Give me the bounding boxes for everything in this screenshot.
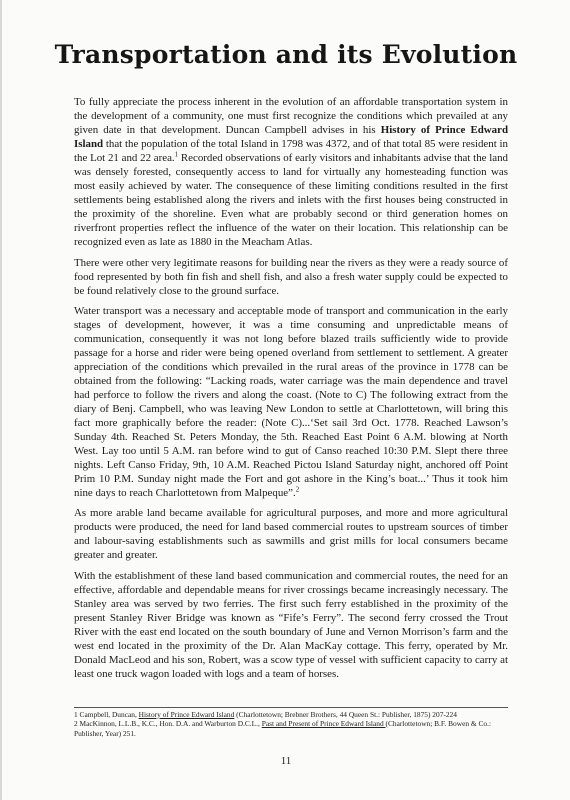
footnote-1-author: 1 Campbell, Duncan,	[74, 710, 139, 719]
paragraph-3	[74, 304, 508, 501]
footnotes	[74, 710, 514, 738]
footnote-2-title: Past and Present of Prince Edward Island	[261, 719, 386, 729]
footnote-ref-2: 2	[295, 485, 300, 494]
footnote-2-publisher: (Charlottetown; B.F. Bowen & Co.: Publisher, Year) 251.	[74, 719, 492, 738]
page-number: 11	[280, 755, 292, 767]
paragraph-3-text: Water transport was a necessary and acceptable mode of transport and communication in the early stages of development, however, it was a time consuming and unpredictable means of communication, consequently it was not long before blazed trails sufficiently wide to provide passage for a horse and rider were being opened overland from settlement to settlement. A greater appreciation of the conditions which prevailed in the rural areas of the province in 1778 can be obtained from the following: “Lacking roads, water carriage was the main dependence and travel had perforce to follow the rivers and along the coast. (Note to C) The following extract from the diary of Benj. Campbell, who was leaving New London to settle at Charlottetown, will bring this fact more graphically before the reader: (Note C)...‘Set sail 3rd Oct. 1778. Reached Lawson’s Sunday 4th. Reached St. Peters Monday, the 5th. Reached East Point 6 A.M. blowing at North West. Lay too until 5 A.M. ran before wind to gut of Canso reached 10:30 P.M. Slept there three nights. Left Canso Friday, 9th, 10 A.M. Reached Pictou Island Saturday night, anchored off Point Prim 10 P.M. Sunday night made the Fort and got ashore in the King’s boat...’ Thus it took him nine days to reach Charlottetown from Malpeque”.	[74, 304, 508, 500]
paragraph-1-text-c: Recorded observations of early visitors and inhabitants advise that the land was densely forested, consequently access to land for virtually any homesteading function was most easily achieved by water. The consequence of these limiting conditions resulted in the first settlements being established along the rivers and inlets with the first houses being constructed in the proximity of the shoreline. Even what are probably second or third generation homes on riverfront properties reflect the influence of the water on their location. This relationship can be recognized even as late as 1880 in the Meacham Atlas.	[74, 152, 509, 249]
paragraph-5: With the establishment of these land based communication and commercial routes, the need for an effective, affordable and dependable means for river crossings became increasingly necessary. The Stanley area was served by two ferries. The first such ferry established in the proximity of the present Stanley River Bridge was known as “Fife’s Ferry”. The second ferry crossed the Trout River with the east end located on the south boundary of June and Vernon Morrison’s farm and the west end located in the proximity of the Dr. Alan MacKay cottage. This ferry, operated by Mr. Donald MacLeod and his son, Robert, was a scow type of vessel with sufficient capacity to carry at least one truck wagon loaded with logs and a team of horses.	[74, 569, 508, 680]
paragraph-1-text-a: To fully appreciate the process inherent in the evolution of an affordable transportation system in the development of a community, one must first recognize the conditions which prevailed at any given date in that development. Duncan Campbell advises in his	[74, 96, 508, 137]
paragraph-2: There were other very legitimate reasons for building near the rivers as they were a ready source of food represented by both fin fish and shell fish, and also a fresh water supply could be expected to be found relatively close to the ground surface.	[74, 256, 508, 297]
book-title: History of Prince Edward Island	[74, 124, 508, 151]
footnote-1	[74, 710, 514, 719]
footnote-1-title: History of Prince Edward Island	[138, 710, 235, 719]
footnote-2	[74, 719, 514, 738]
footnote-1-publisher: (Charlottetown; Brebner Brothers, 44 Queen St.: Publisher, 1875) 207-224	[234, 710, 457, 719]
body-text	[74, 95, 508, 687]
page-title: Transportation and its Evolution	[54, 40, 518, 69]
paragraph-4: As more arable land became available for agricultural purposes, and more and more agricultural products were produced, the need for land based commercial routes to upstream sources of timber and labour-saving establishments such as sawmills and grist mills for local consumers became greater and greater.	[74, 507, 508, 562]
footnote-ref-1: 1	[174, 150, 179, 159]
footnote-divider	[74, 707, 508, 708]
paragraph-1	[74, 95, 508, 250]
footnote-2-author: 2 MacKinnon, L.L.B., K.C., Hon. D.A. and Warburton D.C.L.,	[74, 719, 262, 729]
paragraph-1-text-b: that the population of the total Island in 1798 was 4372, and of that total 85 were resident in the Lot 21 and 22 area.	[74, 138, 508, 165]
